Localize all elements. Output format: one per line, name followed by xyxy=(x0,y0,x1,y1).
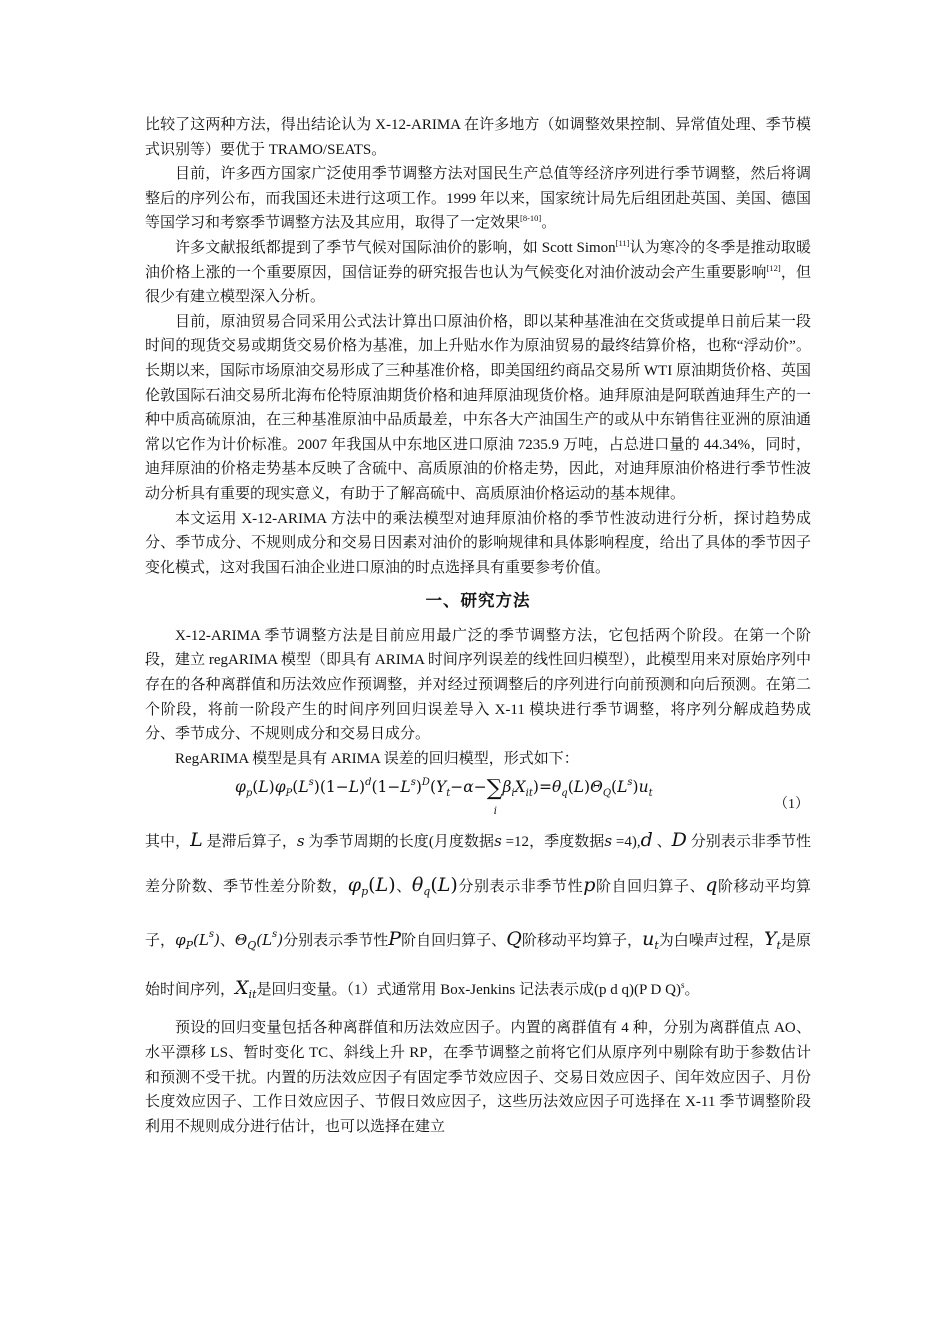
equation-block xyxy=(145,771,811,817)
paragraph-text: 。 xyxy=(541,215,557,232)
symbol-phi-p: $\varphi_p(L)$ xyxy=(347,874,396,899)
body-paragraph xyxy=(145,1016,811,1139)
symbol-Phi-P: $\varphi_P(L^s)$ xyxy=(175,929,220,953)
superscript-s: s xyxy=(680,980,685,991)
explanation-text: 。 xyxy=(684,982,700,999)
symbol-q: q xyxy=(705,874,718,897)
explanation-text: 分别表示非季节性 xyxy=(457,879,584,896)
citation-ref: [11] xyxy=(615,237,630,248)
explanation-text: 其中， xyxy=(145,834,191,851)
paragraph-text: 本文运用 X-12-ARIMA 方法中的乘法模型对迪拜原油价格的季节性波动进行分析，探讨趋势成分、季节成分、不规则成分和交易日因素对油价的影响规律和具体影响程度，给出了具体的季节因子变化模式，这对我国石油企业进口原油的时点选择具有重要参考价值。 xyxy=(145,510,811,576)
paragraph-text: 目前，原油贸易合同采用公式法计算出口原油价格，即以某种基准油在交货或提单日前后某一段时间的现货交易或期货交易价格为基准，加上升贴水作为原油贸易的最终结算价格，也称“浮动价”。长期以来，国际市场原油交易形成了三种基准价格，即美国纽约商品交易所 WTI 原油期货价格、英国伦敦国际石油交易所北海布伦特原油期货价格和迪拜原油现货价格。迪拜原油是阿联酋迪拜生产的一种中质高硫原油，在三种基准原油中品质最差，中东各大产油国生产的或从中东销售往亚洲的原油通常以它作为计价标准。2007 年我国从中东地区进口原油 7235.9 万吨，占总进口量的 44.34%，同时，迪拜原油的价格走势基本反映了含硫中、高质原油的价格走势，因此，对迪拜原油价格进行季节性波动分析具有重要的现实意义，有助于了解高硫中、高质原油价格运动的基本规律。 xyxy=(145,313,811,502)
explanation-text: 、 xyxy=(656,834,672,851)
symbol-theta-q: $\theta_q(L)$ xyxy=(411,874,458,899)
explanation-text: =4), xyxy=(615,834,641,851)
sum-index: i xyxy=(493,806,497,818)
explanation-text: 为白噪声过程， xyxy=(658,933,764,950)
explanation-text: 阶移动平均算子， xyxy=(145,879,811,950)
symbol-u-t: $u_t$ xyxy=(642,928,659,953)
explanation-text: 是原始时间序列， xyxy=(145,933,811,999)
explanation-text: 阶移动 xyxy=(521,933,567,950)
body-paragraph xyxy=(145,507,811,581)
symbol-Q: Q xyxy=(506,928,522,951)
explanation-text: 、 xyxy=(395,879,412,896)
body-paragraph xyxy=(145,624,811,747)
paragraph-text: RegARIMA 模型是具有 ARIMA 误差的回归模型，形式如下： xyxy=(175,750,579,767)
explanation-text: 分别表示季节性 xyxy=(283,933,389,950)
body-paragraph xyxy=(145,236,811,310)
paragraph-text: 目前，许多西方国家广泛使用季节调整方法对国民生产总值等经济序列进行季节调整，然后将调整后的序列公布，而我国还未进行这项工作。1999 年以来，国家统计局先后组团赴英国、美国、德国等国学习和考察季节调整方法及其应用，取得了一定效果 xyxy=(145,166,811,232)
regarima-equation: $\varphi_p(L)\varphi_P(L^s)(1-L)^d(1-L^s)^D(Y_t-\alpha-\sum$ i $\beta_iX_{it})=\theta_q(L)\Theta_Q(L^s)u_t$ xyxy=(235,771,653,807)
symbol-X-it: $X_{it}$ xyxy=(235,977,257,1002)
symbol-L: L xyxy=(190,829,203,852)
symbol-Theta-Q: $\Theta_Q(L^s)$ xyxy=(234,929,284,953)
body-paragraph xyxy=(145,162,811,236)
paragraph-text: 认为寒冷的冬季是推动取暖油价格上涨的一个重要原因，国信证券的研究报告也认为气候变化对油价波动会产生重要影响 xyxy=(145,239,811,281)
explanation-text: 是滞后算子， xyxy=(206,834,297,851)
explanation-text: 平均算子， xyxy=(566,933,643,950)
symbol-s: s xyxy=(296,832,305,851)
paper-page xyxy=(145,113,811,1139)
explanation-text: 、 xyxy=(219,933,235,950)
symbol-p: p xyxy=(583,874,596,897)
explanation-text: =12，季度数据 xyxy=(505,834,605,851)
paragraph-text: 比较了这两种方法，得出结论认为 X-12-ARIMA 在许多地方（如调整效果控制、异常值处理、季节模式识别等）要优于 TRAMO/SEATS。 xyxy=(145,117,811,158)
symbol-D: D xyxy=(671,829,687,852)
symbol-s: s xyxy=(604,832,613,851)
explanation-text: 阶自回归算子、 xyxy=(401,933,507,950)
symbol-explanation xyxy=(145,819,811,1016)
equation-number: （1） xyxy=(774,797,809,813)
explanation-text: 阶自回归 xyxy=(595,879,659,896)
explanation-text: Jenkins 记法表示成(p d q)(P D Q) xyxy=(470,982,681,999)
paragraph-text: ，但很少有建立模型深入分析。 xyxy=(145,264,811,306)
body-paragraph xyxy=(145,113,811,162)
symbol-s: s xyxy=(494,832,502,851)
paragraph-text: 许多文献报纸都提到了季节气候对国际油价的影响，如 Scott Simon xyxy=(175,239,616,256)
paragraph-text: 预设的回归变量包括各种离群值和历法效应因子。内置的离群值有 4 种，分别为离群值点 AO、水平漂移 LS、暂时变化 TC、斜线上升 RP，在季节调整之前将它们从原序列中剔除有助于参数估计和预测不受干扰。内置的历法效应因子有固定季节效应因子、交易日效应因子、闰年效应因子、月份长度效应因子、工作日效应因子、节假日效应因子，这些历法效应因子可选择在 X-11 季节调整阶段利用不规则成分进行估计，也可以选择在建立 xyxy=(145,1020,811,1135)
explanation-text: 算子、 xyxy=(658,879,706,896)
symbol-P: P xyxy=(388,928,402,951)
section-heading: 一、研究方法 xyxy=(425,591,531,611)
explanation-text: 为季节周期的长度(月度数据 xyxy=(308,834,495,851)
body-paragraph xyxy=(145,747,811,772)
explanation-text: 是回归变量。（1）式通常用 Box- xyxy=(256,982,471,999)
body-paragraph xyxy=(145,310,811,507)
paragraph-text: X-12-ARIMA 季节调整方法是目前应用最广泛的季节调整方法，它包括两个阶段。在第一个阶段，建立 regARIMA 模型（即具有 ARIMA 时间序列误差的线性回归模型），此模型用来对原始序列中存在的各种离群值和历法效应作预调整，并对经过预调整后的序列进行向前预测和向后预测。在第二个阶段，将前一阶段产生的时间序列回归误差导入 X-11 模块进行季节调整，将序列分解成趋势成分、季节成分、不规则成分和交易日成分。 xyxy=(145,627,811,743)
symbol-d: d xyxy=(640,829,653,852)
symbol-Y-t: $Y_t$ xyxy=(763,928,781,953)
citation-ref: [12] xyxy=(766,262,781,273)
citation-ref: [8-10] xyxy=(520,213,542,224)
explanation-text: 表示非季节性差分阶数、季节性差分阶数， xyxy=(145,834,812,896)
explanation-text: 分别 xyxy=(690,834,721,851)
